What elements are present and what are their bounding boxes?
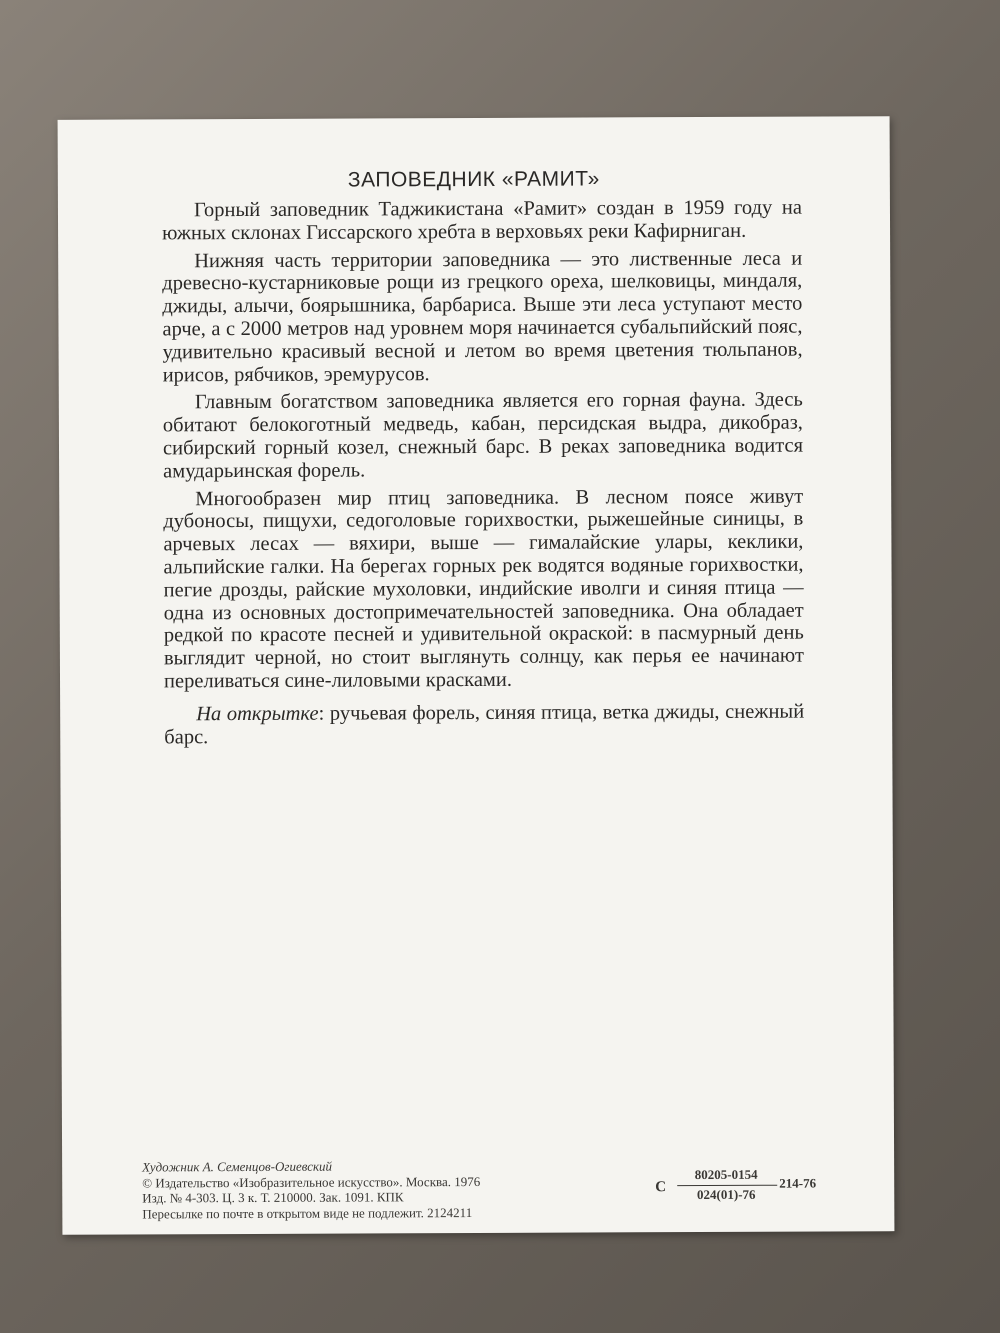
code-letter: С <box>655 1179 667 1196</box>
paragraph-fauna: Главным богатством заповедника является его горная фауна. Здесь обитают белокоготный медведь, кабан, персидская выдра, дикобраз, сибирский горный козел, снежный барс. В реках заповедника водится амударьинская форель. <box>162 388 804 483</box>
publisher-line: © Издательство «Изобразительное искусство». Москва. 1976 <box>142 1173 481 1190</box>
description-text <box>162 197 804 754</box>
postcard-back <box>58 116 895 1235</box>
mail-note-line: Пересылке по почте в открытом виде не подлежит. 2124211 <box>142 1204 473 1221</box>
code-suffix: 214-76 <box>779 1175 817 1191</box>
code-numerator: 80205-0154 <box>694 1166 758 1183</box>
print-info-line: Изд. № 4-303. Ц. 3 к. Т. 210000. Зак. 1091. КПК <box>142 1189 404 1206</box>
caption-label: На открытке <box>196 702 319 725</box>
postcard-title: ЗАПОВЕДНИК «РАМИТ» <box>347 167 600 192</box>
catalog-code <box>655 1166 825 1207</box>
paragraph-flora: Нижняя часть территории заповедника — это лиственные леса и древесно-кустарниковые рощи из грецкого ореха, шелковицы, миндаля, джиды, алычи, боярышника, барбариса. Выше эти леса уступают место арче, а с 2000 метров над уровнем моря начинается субальпийский пояс, удивительно красивый весной и летом во время цветения тюльпанов, ирисов, рябчиков, эремурусов. <box>162 247 803 386</box>
paragraph-birds: Многообразен мир птиц заповедника. В лесном поясе живут дубоносы, пищухи, седоголовые горихвостки, рыжешейные синицы, в арчевых лесах — вяхири, выше — гималайские улары, кеклики, альпийские галки. На берегах горных рек водятся водяные горихвостки, пегие дрозды, райские мухоловки, индийские иволги и синяя птица — одна из основных достопримечательностей заповедника. Она обладает редкой по красоте песней и удивительной окраской: в пасмурный день выглядит черной, но стоит выглянуть солнцу, как перья ее начинают переливаться сине-лиловыми красками. <box>163 485 804 693</box>
artist-name: А. Семенцов-Огиевский <box>202 1158 333 1175</box>
code-denominator: 024(01)-76 <box>696 1186 756 1203</box>
paragraph-intro: Горный заповедник Таджикистана «Рамит» создан в 1959 году на южных склонах Гиссарского хребта в верховьях реки Кафирниган. <box>162 196 803 245</box>
artist-label: Художник <box>142 1159 200 1175</box>
caption-text: : ручьевая форель, синяя птица, ветка джиды, снежный барс. <box>164 700 805 748</box>
postcard-caption <box>164 700 804 748</box>
